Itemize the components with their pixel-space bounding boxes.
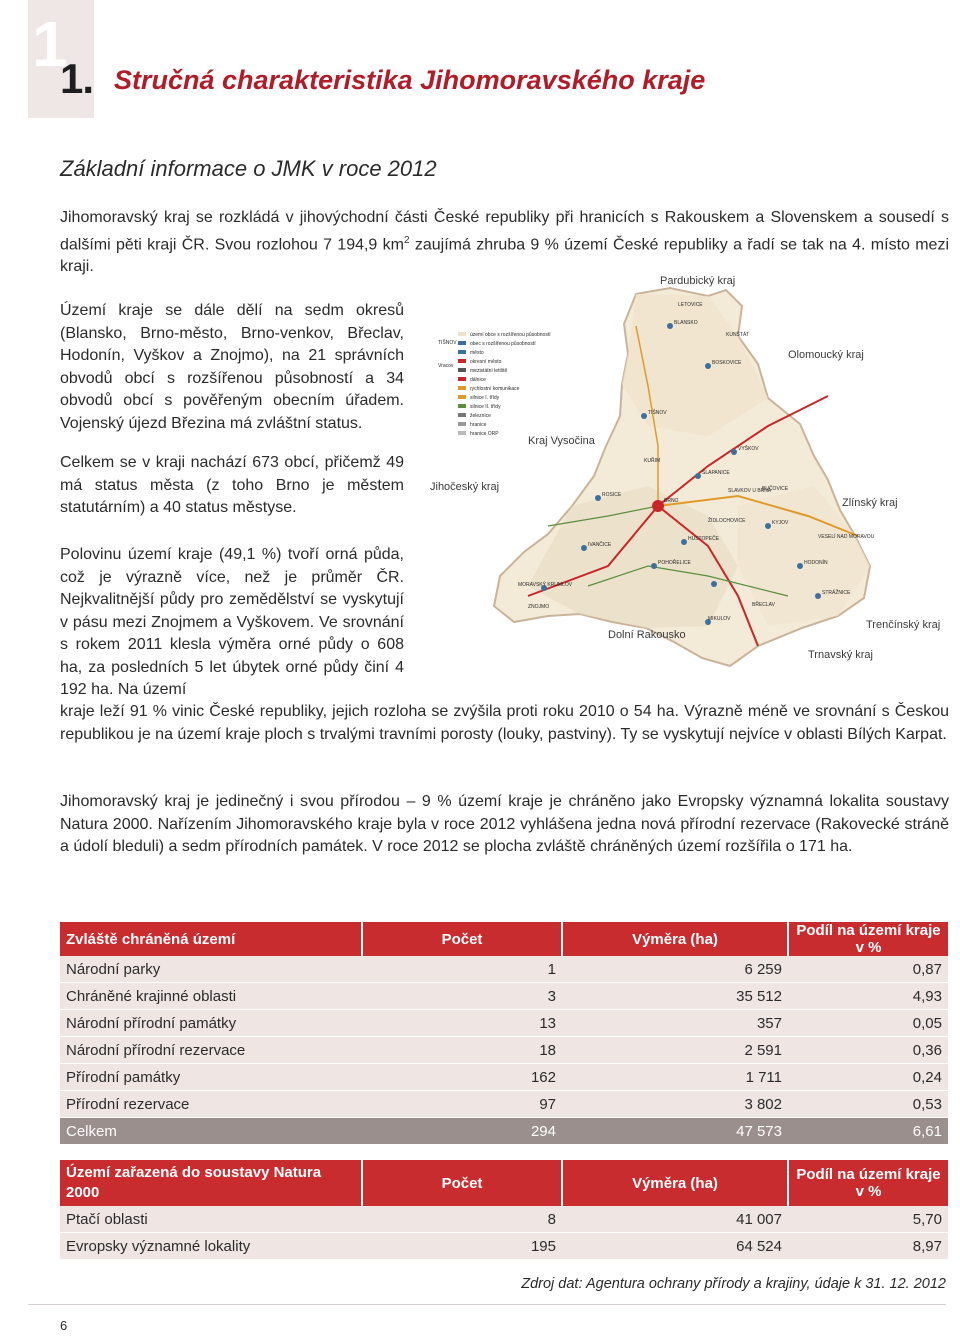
table-row <box>60 1206 948 1233</box>
cell-count: 1 <box>362 956 562 983</box>
legend-swatch <box>458 377 466 381</box>
legend-item-label: hranice ORP <box>470 431 499 437</box>
cell-name: Národní přírodní rezervace <box>60 1037 362 1064</box>
source-note: Zdroj dat: Agentura ochrany přírody a krajiny, údaje k 31. 12. 2012 <box>521 1276 946 1292</box>
legend-swatch <box>458 386 466 390</box>
map-town-label: MIKULOV <box>708 616 731 622</box>
map-town-label: BŘECLAV <box>752 602 775 608</box>
map-town-label: BRNO <box>664 498 679 504</box>
legend-item-label: okresní město <box>470 359 502 365</box>
map-town-label: VESELÍ NAD MORAVOU <box>818 534 875 540</box>
header-share: Podíl na území kraje v % <box>788 922 948 956</box>
legend-item-label: dálnice <box>470 377 486 383</box>
map-town-label: ŽIDLOCHOVICE <box>708 518 746 524</box>
cell-name: Ptačí oblasti <box>60 1206 362 1233</box>
paragraph-municipalities: Celkem se v kraji nachází 673 obcí, přičemž 49 má status města (z toho Brno je městem statutárním) a 40 status městyse. <box>60 454 404 516</box>
header-category: Zvláště chráněná území <box>60 922 362 956</box>
table-row <box>60 956 948 983</box>
map-town-label: ROSICE <box>602 492 622 498</box>
table-row <box>60 1064 948 1091</box>
footer-divider <box>28 1304 946 1305</box>
cell-area: 47 573 <box>562 1118 788 1145</box>
protected-areas-table <box>60 922 948 1145</box>
map-town-label: BLANSKO <box>674 320 698 326</box>
legend-swatch <box>458 404 466 408</box>
header-category: Území zařazená do soustavy Natura 2000 <box>60 1160 362 1206</box>
paragraph-land: Polovinu území kraje (49,1 %) tvoří orná půda, což je výrazně více, než je průměr ČR. Nejkvalitnější půdy pro zemědělství se vyskytují v pásu mezi Znojmem a Vyškovem. Ve srovnání s rokem 2011 klesla výměra orné půdy o 608 ha, za posledních 5 let úbytek orné půdy činí 4 192 ha. Na území <box>60 546 404 698</box>
cell-name: Národní přírodní památky <box>60 1010 362 1037</box>
paragraph-nature: Jihomoravský kraj je jedinečný i svou přírodou – 9 % území kraje je chráněno jako Evropsky významná lokalita soustavy Natura 2000. Nařízením Jihomoravského kraje byla v roce 2012 vyhlášena jedna nová přírodní rezervace (Rakovecké stráně a údolí bleduli) a sedm přírodních památek. V roce 2012 se plocha zvláště chráněných území rozšířila o 171 ha. <box>60 793 949 855</box>
cell-share: 0,36 <box>788 1037 948 1064</box>
cell-count: 97 <box>362 1091 562 1118</box>
cell-share: 6,61 <box>788 1118 948 1145</box>
chapter-big-number: 1 <box>32 8 68 80</box>
map-town-label: POHOŘELICE <box>658 560 691 566</box>
map-label-trnavsky: Trnavský kraj <box>808 649 873 661</box>
cell-name: Celkem <box>60 1118 362 1145</box>
cell-area: 1 711 <box>562 1064 788 1091</box>
map-town-label: KUNŠTÁT <box>726 332 750 338</box>
map-town-label: KYJOV <box>772 520 789 526</box>
cell-share: 0,87 <box>788 956 948 983</box>
cell-count: 195 <box>362 1233 562 1260</box>
header-count: Počet <box>362 1160 562 1206</box>
header-count: Počet <box>362 922 562 956</box>
legend-swatch <box>458 368 466 372</box>
legend-swatch <box>458 431 466 435</box>
table-row <box>60 1037 948 1064</box>
legend-swatch <box>458 341 466 345</box>
cell-count: 162 <box>362 1064 562 1091</box>
legend-town-sample: TIŠNOV <box>438 340 457 346</box>
map-town-label: STRÁŽNICE <box>822 590 851 596</box>
legend-item-label: město <box>470 350 484 356</box>
map-town-label: SLAVKOV U BRNA <box>728 488 772 494</box>
page-number: 6 <box>60 1318 68 1333</box>
header-share: Podíl na území kraje v % <box>788 1160 948 1206</box>
legend-item-label: silnice II. třídy <box>470 404 501 410</box>
cell-area: 64 524 <box>562 1233 788 1260</box>
cell-name: Chráněné krajinné oblasti <box>60 983 362 1010</box>
map-label-zlinsky: Zlínský kraj <box>842 497 898 509</box>
legend-town-sample-2: Vracov <box>438 363 454 369</box>
natura-table <box>60 1160 948 1260</box>
region-map <box>408 266 960 702</box>
paragraph-districts: Území kraje se dále dělí na sedm okresů (Blansko, Brno-město, Brno-venkov, Břeclav, Hodonín, Vyškov a Znojmo), na 21 správních obvodů obcí s rozšířenou působností a 34 obvodů obcí s pověřeným obecním úřadem. Vojenský újezd Březina má zvláštní status. <box>60 302 404 432</box>
map-label-pardubicky: Pardubický kraj <box>660 275 736 287</box>
map-town-label: MORAVSKÝ KRUMLOV <box>518 582 573 588</box>
table-header-row <box>60 1160 948 1206</box>
cell-name: Přírodní rezervace <box>60 1091 362 1118</box>
legend-item-label: rychlostní komunikace <box>470 386 520 392</box>
map-town-label: LETOVICE <box>678 302 703 308</box>
legend-item-label: železnice <box>470 413 491 419</box>
table-total-row <box>60 1118 948 1145</box>
map-label-jihocesky: Jihočeský kraj <box>430 481 500 493</box>
cell-count: 3 <box>362 983 562 1010</box>
legend-swatch <box>458 332 466 336</box>
cell-name: Evropsky významné lokality <box>60 1233 362 1260</box>
cell-share: 0,53 <box>788 1091 948 1118</box>
map-town-label: VYŠKOV <box>738 446 759 452</box>
cell-area: 2 591 <box>562 1037 788 1064</box>
map-town-label: BOSKOVICE <box>712 360 742 366</box>
header-area: Výměra (ha) <box>562 922 788 956</box>
legend-item-label: mezistátní letiště <box>470 368 508 374</box>
section-title: Základní informace o JMK v roce 2012 <box>60 156 437 181</box>
cell-count: 294 <box>362 1118 562 1145</box>
paragraph-vineyards: kraje leží 91 % vinic České republiky, jejich rozloha se zvýšila proti roku 2010 o 54 ha. Výrazně méně ve srovnání s Českou republikou je na území kraje ploch s trvalými travními porosty (louky, pastviny). Ty se vyskytují nejvíce v oblasti Bílých Karpat. <box>60 703 949 743</box>
header-area: Výměra (ha) <box>562 1160 788 1206</box>
intro-text-a: Jihomoravský kraj se rozkládá v jihovýchodní části České republiky při hranicích s Rakouskem a Slovenskem a sousedí s dalšími pěti kraji ČR. Svou rozlohou 7 194,9 km <box>60 209 949 253</box>
cell-name: Přírodní památky <box>60 1064 362 1091</box>
cell-area: 357 <box>562 1010 788 1037</box>
table-row <box>60 1233 948 1260</box>
map-town-label: KUŘIM <box>644 458 661 464</box>
map-label-dolni-rakousko: Dolní Rakousko <box>608 629 686 641</box>
cell-area: 41 007 <box>562 1206 788 1233</box>
cell-area: 35 512 <box>562 983 788 1010</box>
cell-area: 6 259 <box>562 956 788 983</box>
legend-swatch <box>458 350 466 354</box>
table-header-row <box>60 922 948 956</box>
map-town-label: HODONÍN <box>804 560 828 566</box>
intro-superscript: 2 <box>403 234 410 246</box>
cell-share: 0,24 <box>788 1064 948 1091</box>
table-row <box>60 1091 948 1118</box>
cell-share: 5,70 <box>788 1206 948 1233</box>
cell-count: 13 <box>362 1010 562 1037</box>
map-town-label: ZNOJMO <box>528 604 550 610</box>
table-row <box>60 1010 948 1037</box>
legend-swatch <box>458 359 466 363</box>
cell-count: 18 <box>362 1037 562 1064</box>
legend-swatch <box>458 395 466 399</box>
legend-item-label: hranice <box>470 422 487 428</box>
map-label-olomoucky: Olomoucký kraj <box>788 349 864 361</box>
chapter-title: Stručná charakteristika Jihomoravského kraje <box>114 65 706 95</box>
legend-item-label: obec s rozšířenou působností <box>470 341 536 347</box>
map-town-label: ŠLAPANICE <box>702 470 730 476</box>
map-label-trenciansky: Trenčínský kraj <box>866 619 941 631</box>
map-town-label: IVANČICE <box>588 542 612 548</box>
legend-item-label: silnice I. třídy <box>470 395 500 401</box>
table-row <box>60 983 948 1010</box>
legend-swatch <box>458 422 466 426</box>
map-town-label: HUSTOPEČE <box>688 536 720 542</box>
cell-share: 8,97 <box>788 1233 948 1260</box>
intro-text-b: zaujímá zhruba 9 % území České republiky a řadí se tak na 4. místo mezi kraji. <box>60 235 950 276</box>
legend-swatch <box>458 413 466 417</box>
cell-area: 3 802 <box>562 1091 788 1118</box>
map-town-label: TIŠNOV <box>648 410 667 416</box>
map-label-vysocina: Kraj Vysočina <box>528 435 595 447</box>
cell-name: Národní parky <box>60 956 362 983</box>
cell-count: 8 <box>362 1206 562 1233</box>
cell-share: 4,93 <box>788 983 948 1010</box>
map-town-label: BUČOVICE <box>762 486 789 492</box>
cell-share: 0,05 <box>788 1010 948 1037</box>
chapter-number: 1. <box>60 55 94 102</box>
legend-item-label: území obce s rozšířenou působností <box>470 332 551 338</box>
